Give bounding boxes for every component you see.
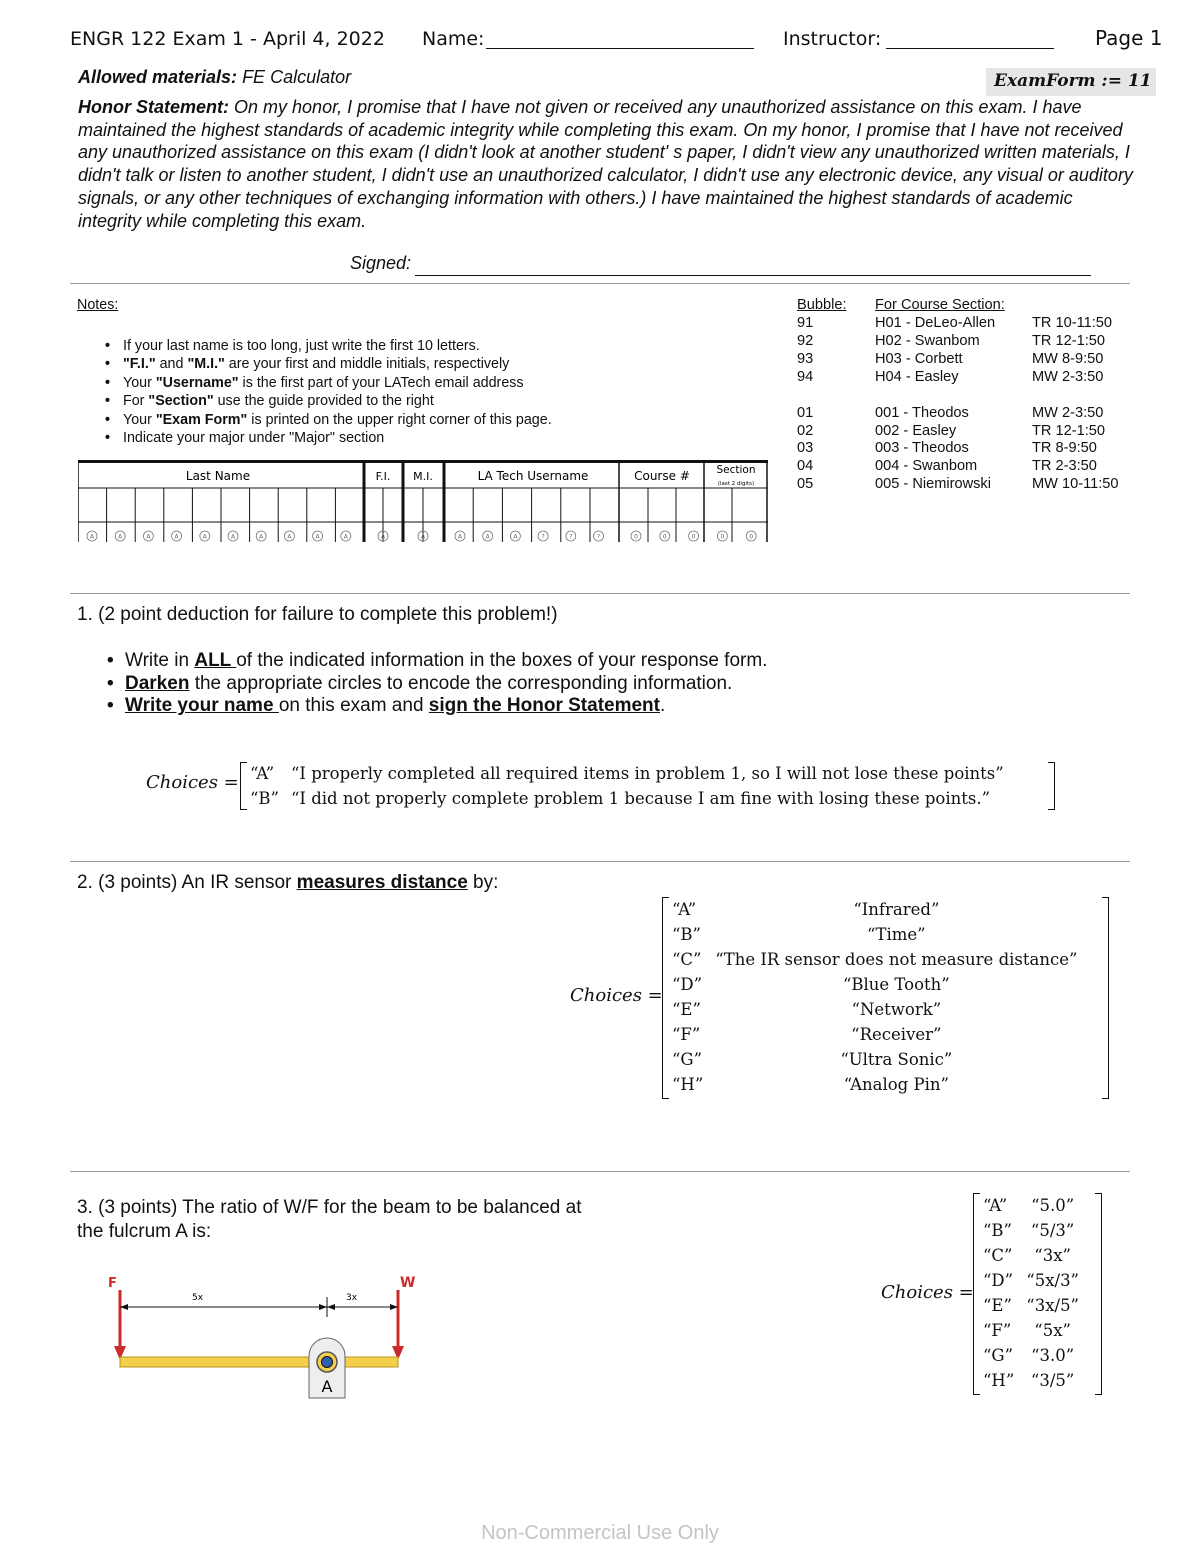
section-time: TR 12-1:50 xyxy=(1032,422,1106,439)
bubble-header: Bubble: xyxy=(797,297,847,313)
q1-bullet: • Darken the appropriate circles to encode the corresponding information. xyxy=(125,673,925,696)
choice-row xyxy=(666,1047,1083,1072)
page-number: Page 1 xyxy=(1095,26,1163,50)
col-username: LA Tech Username xyxy=(477,469,589,483)
section-row xyxy=(797,476,1137,494)
watermark-footer: Non-Commercial Use Only xyxy=(481,1522,719,1544)
choice-row xyxy=(977,1343,1085,1368)
q1-choices-label: Choices = xyxy=(146,772,239,793)
choice-row xyxy=(977,1193,1085,1218)
choice-key: “F” xyxy=(672,1025,701,1044)
choice-key: “A” xyxy=(250,764,275,783)
section-row xyxy=(797,315,1137,333)
choice-text: “3/5” xyxy=(1030,1371,1075,1390)
choice-key: “B” xyxy=(672,925,701,944)
note-item: • For "Section" use the guide provided to the right xyxy=(123,392,723,410)
section-time: TR 8-9:50 xyxy=(1032,440,1097,457)
section-bubble: 05 xyxy=(797,476,814,493)
section-section: H01 - DeLeo-Allen xyxy=(875,315,996,331)
section-time: TR 10-11:50 xyxy=(1032,315,1113,331)
allowed-label: Allowed materials: xyxy=(78,67,238,87)
allowed-value: FE Calculator xyxy=(242,67,352,87)
instructor-field[interactable] xyxy=(886,48,1054,49)
signature-line[interactable] xyxy=(415,275,1091,276)
col-section-sub: (last 2 digits) xyxy=(717,481,755,487)
bubble-letter: A xyxy=(259,533,264,541)
choice-row xyxy=(666,947,1083,972)
section-time: MW 8-9:50 xyxy=(1032,350,1104,367)
section-row xyxy=(797,458,1137,476)
choice-key: “E” xyxy=(672,1000,701,1019)
bubble-letter: A xyxy=(315,533,320,541)
force-f-label: F xyxy=(108,1276,117,1291)
section-bubble: 04 xyxy=(797,458,814,475)
response-form-grid xyxy=(78,460,768,542)
bubble-letter: A xyxy=(230,533,236,541)
choice-key: “C” xyxy=(672,950,702,969)
choice-key: “A” xyxy=(983,1196,1008,1215)
choice-row xyxy=(977,1368,1085,1393)
choice-text: “Blue Tooth” xyxy=(842,975,950,994)
divider xyxy=(70,283,1130,284)
q1-title: 1. (2 point deduction for failure to complete this problem!) xyxy=(77,604,558,625)
choice-text: “I properly completed all required items in problem 1, so I will not lose these points” xyxy=(291,764,1004,783)
note-item: • If your last name is too long, just write the first 10 letters. xyxy=(123,337,723,355)
choice-text: “3.0” xyxy=(1031,1346,1075,1365)
q2-choices-label: Choices = xyxy=(570,985,663,1006)
choice-key: “G” xyxy=(672,1050,703,1069)
bubble-letter: ? xyxy=(596,533,601,541)
beam xyxy=(120,1357,398,1367)
section-row xyxy=(797,333,1137,351)
section-bubble: 94 xyxy=(797,368,814,385)
section-time: MW 2-3:50 xyxy=(1032,404,1104,421)
choice-row xyxy=(244,761,1010,786)
choice-key: “B” xyxy=(250,789,279,808)
choice-key: “H” xyxy=(672,1075,704,1094)
bubble-letter: A xyxy=(146,533,151,541)
section-section: H02 - Swanbom xyxy=(875,332,980,349)
section-section: 002 - Easley xyxy=(875,422,957,439)
honor-label: Honor Statement: xyxy=(78,97,230,117)
section-bubble: 01 xyxy=(797,404,814,421)
notes-title: Notes: xyxy=(77,297,119,313)
choice-row xyxy=(666,972,1083,997)
section-time: MW 2-3:50 xyxy=(1032,368,1104,385)
choice-row xyxy=(666,922,1083,947)
bubble-letter: A xyxy=(174,533,179,541)
section-row xyxy=(797,405,1137,423)
bubble-letter: A xyxy=(118,533,123,541)
section-section: 005 - Niemirowski xyxy=(875,476,991,493)
choice-row xyxy=(666,997,1083,1022)
beam-svg xyxy=(100,1270,430,1405)
choice-row xyxy=(977,1318,1085,1343)
choice-key: “D” xyxy=(672,975,703,994)
fulcrum-label: A xyxy=(321,1377,333,1396)
note-item: • "F.I." and "M.I." are your first and middle initials, respectively xyxy=(123,355,723,373)
q1-bullet: • Write your name on this exam and sign the Honor Statement. xyxy=(125,695,925,718)
choice-text: “5/3” xyxy=(1030,1221,1075,1240)
col-mi: M.I. xyxy=(413,470,433,483)
choice-text: “Analog Pin” xyxy=(843,1075,949,1094)
section-bubble: 93 xyxy=(797,350,814,367)
q1-choices xyxy=(244,761,1010,811)
bubble-letter: A xyxy=(485,533,490,541)
choice-text: “3x/5” xyxy=(1026,1296,1079,1315)
choice-text: “Ultra Sonic” xyxy=(840,1050,953,1069)
choice-row xyxy=(977,1268,1085,1293)
bubble-letter: A xyxy=(89,533,95,541)
choice-key: “A” xyxy=(672,900,697,919)
q1-instructions xyxy=(101,650,925,718)
choice-key: “D” xyxy=(983,1271,1014,1290)
col-last-name: Last Name xyxy=(185,469,251,483)
bubble-letter: 0 xyxy=(749,533,754,541)
note-item: • Indicate your major under "Major" section xyxy=(123,429,723,447)
choice-text: “I did not properly complete problem 1 because I am fine with losing these points.” xyxy=(291,789,991,808)
bracket-right xyxy=(1095,1193,1102,1395)
section-time: TR 2-3:50 xyxy=(1032,458,1097,475)
section-section: H04 - Easley xyxy=(875,368,959,385)
bubble-letter: ? xyxy=(541,533,545,541)
section-section: 001 - Theodos xyxy=(875,404,969,421)
bracket-right xyxy=(1048,762,1055,810)
choice-row xyxy=(666,1072,1083,1097)
choice-key: “G” xyxy=(983,1346,1014,1365)
section-row xyxy=(797,351,1137,369)
bubble-letter: 0 xyxy=(691,533,696,541)
q1-bullet: • Write in ALL of the indicated information in the boxes of your response form. xyxy=(125,650,925,673)
bubble-letter: A xyxy=(457,533,463,541)
q3-choices-label: Choices = xyxy=(881,1282,974,1303)
bubble-letter: A xyxy=(380,533,386,541)
section-section: H03 - Corbett xyxy=(875,350,963,367)
bubble-letter: A xyxy=(287,533,292,541)
choice-key: “H” xyxy=(983,1371,1015,1390)
section-table xyxy=(797,315,1137,494)
choice-row xyxy=(244,786,1010,811)
course-section-header: For Course Section: xyxy=(875,297,1005,313)
section-bubble: 03 xyxy=(797,440,814,457)
choice-row xyxy=(977,1218,1085,1243)
beam-diagram xyxy=(100,1270,430,1405)
notes-list xyxy=(99,337,723,447)
choice-text: “Network” xyxy=(851,1000,942,1019)
note-item: • Your "Username" is the first part of your LATech email address xyxy=(123,374,723,392)
section-bubble: 91 xyxy=(797,315,814,331)
divider xyxy=(70,1171,1130,1172)
q3-choices xyxy=(977,1193,1085,1393)
choice-text: “The IR sensor does not measure distance” xyxy=(715,950,1078,969)
choice-row xyxy=(666,1022,1083,1047)
q2-choices xyxy=(666,897,1083,1097)
grid-svg xyxy=(78,460,768,542)
divider xyxy=(70,593,1130,594)
col-fi: F.I. xyxy=(375,470,391,483)
note-item: • Your "Exam Form" is printed on the upper right corner of this page. xyxy=(123,411,723,429)
choice-text: “Receiver” xyxy=(851,1025,942,1044)
choice-text: “Time” xyxy=(867,925,926,944)
signed-label: Signed: xyxy=(350,253,412,273)
section-time: TR 12-1:50 xyxy=(1032,332,1106,349)
section-section: 004 - Swanbom xyxy=(875,458,978,475)
exam-title: ENGR 122 Exam 1 - April 4, 2022 xyxy=(70,28,385,50)
bubble-letter: A xyxy=(420,533,426,541)
section-row xyxy=(797,440,1137,458)
bubble-letter: 0 xyxy=(662,533,667,541)
dim-5x-label: 5x xyxy=(192,1293,204,1303)
section-bubble: 02 xyxy=(797,422,814,439)
choice-key: “E” xyxy=(983,1296,1012,1315)
q3-title: 3. (3 points) The ratio of W/F for the beam to be balanced at the fulcrum A is: xyxy=(77,1197,582,1242)
bubble-letter: A xyxy=(343,533,348,541)
bubble-letter: 0 xyxy=(634,533,638,541)
honor-statement xyxy=(78,96,1138,232)
choice-row xyxy=(977,1243,1085,1268)
section-row xyxy=(797,369,1137,387)
choice-row xyxy=(977,1293,1085,1318)
choice-text: “5x” xyxy=(1034,1321,1071,1340)
col-section: Section xyxy=(716,464,756,476)
section-section: 003 - Theodos xyxy=(875,440,969,457)
choice-key: “F” xyxy=(983,1321,1012,1340)
allowed-materials xyxy=(78,67,351,88)
name-label: Name: xyxy=(422,28,485,50)
choice-key: “B” xyxy=(983,1221,1012,1240)
section-time: MW 10-11:50 xyxy=(1032,476,1119,493)
choice-key: “C” xyxy=(983,1246,1013,1265)
honor-text: On my honor, I promise that I have not given or received any unauthorized assistance on this exam. I have maintained the highest standards of academic integrity while completing this exam. On my honor, I promise that I have not received any unauthorized assistance on this exam (I didn't look at another student' s paper, I didn't view any unauthorized written materials, I didn't talk or listen to another student, I didn't use an unauthorized calculator, I didn't use any electronic device, any visual or auditory signals, or any other techniques of exchanging information with others.) I have maintained the highest standards of academic integrity while completing this exam. xyxy=(78,97,1133,231)
divider xyxy=(70,861,1130,862)
choice-text: “5x/3” xyxy=(1026,1271,1079,1290)
force-w-label: W xyxy=(400,1275,416,1291)
exam-form-badge: ExamForm := 11 xyxy=(986,68,1156,96)
choice-text: “5.0” xyxy=(1031,1196,1075,1215)
bracket-right xyxy=(1102,897,1109,1099)
bubble-letter: A xyxy=(202,533,207,541)
section-bubble: 92 xyxy=(797,332,814,349)
instructor-label: Instructor: xyxy=(783,28,882,50)
name-field[interactable] xyxy=(486,48,754,49)
dim-3x-label: 3x xyxy=(346,1293,358,1303)
bubble-letter: A xyxy=(513,533,518,541)
choice-text: “Infrared” xyxy=(853,900,940,919)
q2-title: 2. (3 points) An IR sensor measures distance by: xyxy=(77,872,499,893)
section-row xyxy=(797,423,1137,441)
col-course: Course # xyxy=(634,469,690,483)
choice-text: “3x” xyxy=(1034,1246,1071,1265)
bubble-letter: 0 xyxy=(720,533,725,541)
choice-row xyxy=(666,897,1083,922)
bubble-letter: ? xyxy=(569,533,573,541)
